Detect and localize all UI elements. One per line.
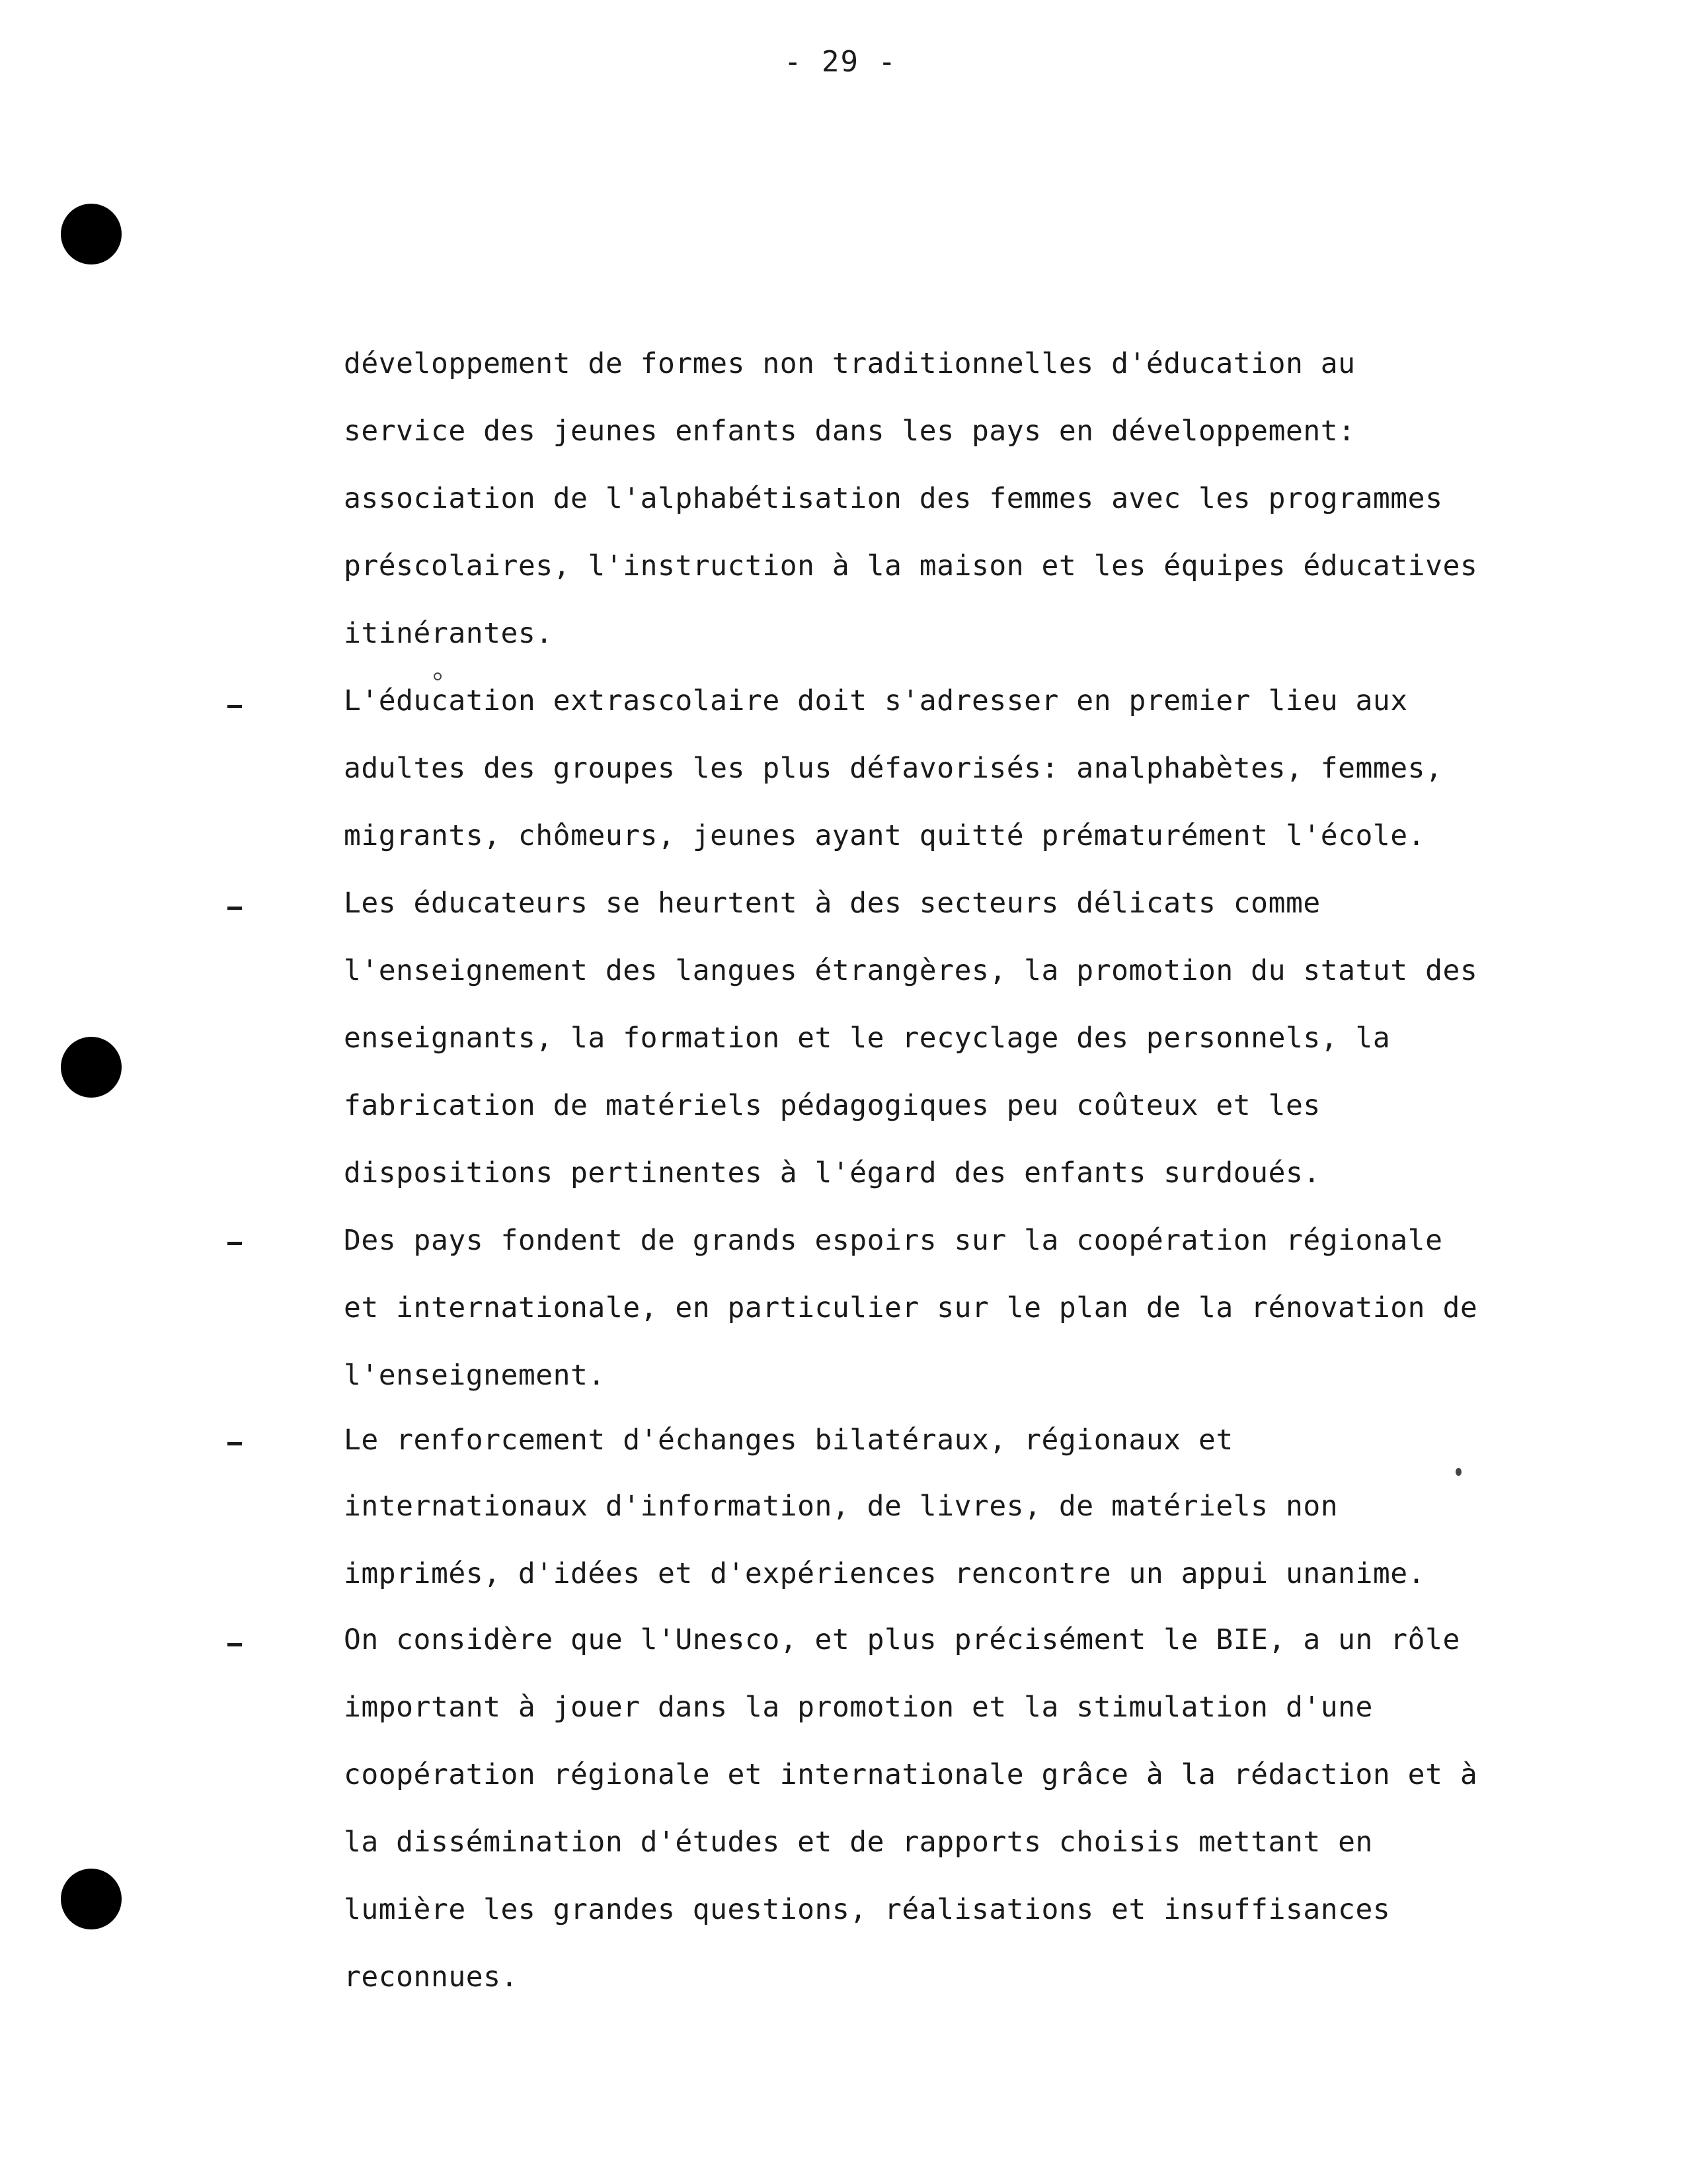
text-line: préscolaires, l'instruction à la maison et les équipes éducatives <box>344 549 1478 583</box>
text-line: l'enseignement des langues étrangères, la promotion du statut des <box>344 954 1478 987</box>
text-line: Les éducateurs se heurtent à des secteurs délicats comme <box>344 887 1321 920</box>
text-line: On considère que l'Unesco, et plus précisément le BIE, a un rôle <box>344 1623 1460 1656</box>
text-line: itinérantes. <box>344 617 553 650</box>
text-line: adultes des groupes les plus défavorisés: analphabètes, femmes, <box>344 752 1443 785</box>
bullet-dash <box>227 1643 242 1646</box>
text-line: l'enseignement. <box>344 1359 606 1392</box>
scan-speck <box>1456 1468 1462 1476</box>
bullet-dash <box>227 705 242 708</box>
text-line: développement de formes non traditionnelles d'éducation au <box>344 347 1356 380</box>
punch-hole-top <box>61 204 122 264</box>
punch-hole-bottom <box>61 1869 122 1929</box>
scan-speck <box>434 672 442 680</box>
text-line: imprimés, d'idées et d'expériences rencontre un appui unanime. <box>344 1557 1426 1590</box>
bullet-dash <box>227 907 242 910</box>
text-line: Des pays fondent de grands espoirs sur la coopération régionale <box>344 1224 1443 1257</box>
text-line: enseignants, la formation et le recyclage des personnels, la <box>344 1022 1391 1055</box>
text-line: lumière les grandes questions, réalisations et insuffisances <box>344 1893 1391 1926</box>
page-number: - 29 - <box>784 45 897 79</box>
text-line: association de l'alphabétisation des femmes avec les programmes <box>344 482 1443 515</box>
text-line: la dissémination d'études et de rapports choisis mettant en <box>344 1826 1373 1859</box>
text-line: coopération régionale et internationale grâce à la rédaction et à <box>344 1758 1478 1791</box>
text-line: Le renforcement d'échanges bilatéraux, régionaux et <box>344 1424 1233 1457</box>
text-line: migrants, chômeurs, jeunes ayant quitté prématurément l'école. <box>344 819 1426 852</box>
text-line: dispositions pertinentes à l'égard des enfants surdoués. <box>344 1156 1321 1190</box>
bullet-dash <box>227 1242 242 1245</box>
text-line: internationaux d'information, de livres, de matériels non <box>344 1490 1339 1523</box>
text-line: L'éducation extrascolaire doit s'adresser en premier lieu aux <box>344 684 1408 717</box>
bullet-dash <box>227 1442 242 1445</box>
text-line: reconnues. <box>344 1961 518 1994</box>
text-line: service des jeunes enfants dans les pays en développement: <box>344 415 1356 448</box>
punch-hole-middle <box>61 1037 122 1098</box>
text-line: important à jouer dans la promotion et la stimulation d'une <box>344 1691 1373 1724</box>
text-line: fabrication de matériels pédagogiques peu coûteux et les <box>344 1089 1321 1122</box>
text-line: et internationale, en particulier sur le plan de la rénovation de <box>344 1291 1478 1324</box>
